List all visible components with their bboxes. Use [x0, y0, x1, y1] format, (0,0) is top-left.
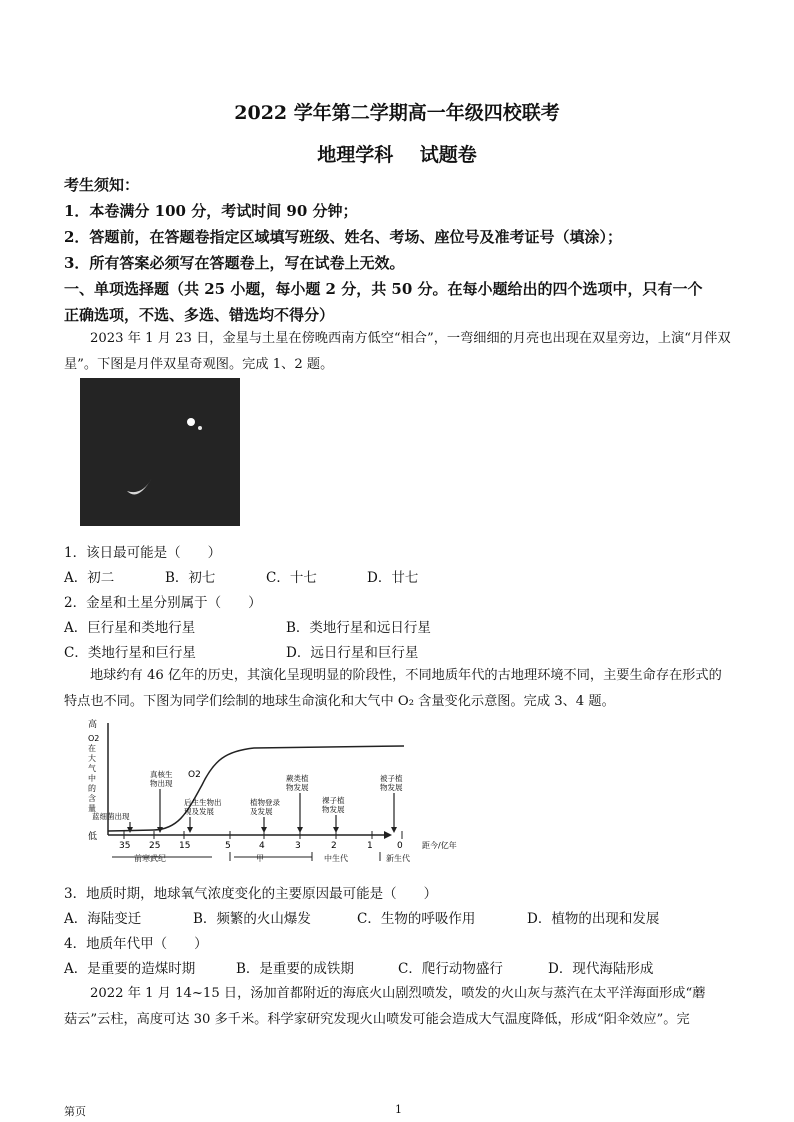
- q1-option-c: C．十七: [266, 570, 317, 586]
- y-label-char: 气: [88, 764, 96, 773]
- y-axis-label-group: [88, 734, 99, 813]
- q2-option-d: D．远日行星和巨行星: [286, 645, 419, 661]
- x-tick-label: 1: [367, 841, 373, 851]
- era-label: 前寒武纪: [134, 854, 166, 863]
- footer-page-number: 1: [395, 1103, 402, 1116]
- q4-option-a: A．是重要的造煤时期: [64, 961, 196, 977]
- venus-icon: [187, 418, 195, 426]
- y-label-char: 量: [88, 804, 96, 813]
- q3-option-c: C．生物的呼吸作用: [357, 911, 476, 927]
- x-tick-group: [119, 831, 403, 851]
- q2-option-a: A．巨行星和类地行星: [64, 620, 196, 636]
- event-label: 及发展: [250, 807, 273, 816]
- x-tick-label: 4: [259, 841, 265, 851]
- x-tick-label: 35: [119, 841, 131, 851]
- event-group: [92, 769, 403, 833]
- y-label-char: 的: [88, 784, 96, 793]
- event-marker: [150, 769, 173, 833]
- saturn-icon: [198, 426, 202, 430]
- y-label-char: O2: [88, 734, 100, 743]
- question-4-stem: 4．地质年代甲（ ）: [64, 936, 208, 952]
- q1-option-b: B．初七: [165, 570, 216, 586]
- notice-item-1: 1．本卷满分 100 分，考试时间 90 分钟；: [64, 202, 358, 220]
- section-heading-line-1: 一、单项选择题（共 25 小题，每小题 2 分，共 50 分。在每小题给出的四个选项中，只有一个: [64, 280, 703, 298]
- event-marker: [322, 795, 345, 833]
- y-label-low: 低: [88, 832, 98, 842]
- passage-2: 地球约有 46 亿年的历史，其演化呈现明显的阶段性，不同地质年代的古地理环境不同，主要生命存在形式的特点也不同。下图为同学们绘制的地球生命演化和大气中 O₂ 含量变化示意图。完成 3、4 题。: [64, 668, 722, 709]
- event-label: 物发展: [380, 783, 403, 792]
- question-3-stem: 3．地质时期，地球氧气浓度变化的主要原因最可能是（ ）: [64, 886, 438, 902]
- event-marker: [92, 811, 133, 833]
- event-label: 物发展: [322, 805, 345, 814]
- x-tick-label: 15: [179, 841, 191, 851]
- event-label: 真核生: [150, 770, 173, 779]
- o2-curve: [108, 746, 404, 831]
- q4-option-c: C．爬行动物盛行: [398, 961, 503, 977]
- o2-evolution-chart: [84, 715, 464, 869]
- y-label-char: 含: [88, 794, 96, 803]
- q3-option-a: A．海陆变迁: [64, 911, 142, 927]
- exam-subtitle: 地理学科 试题卷: [317, 144, 477, 166]
- footer-page-label: 第页: [64, 1105, 86, 1118]
- event-arrow-icon: [261, 827, 267, 833]
- x-tick-label: 3: [295, 841, 301, 851]
- y-label-high: 高: [88, 720, 98, 730]
- exam-title: 2022 学年第二学期高一年级四校联考: [234, 102, 560, 124]
- moon-venus-saturn-photo: [80, 378, 240, 526]
- event-arrow-icon: [297, 827, 303, 833]
- event-label: 被子植: [380, 774, 403, 783]
- event-label: 裸子植: [322, 796, 345, 805]
- event-label: 植物登录: [250, 798, 280, 807]
- event-marker: [250, 797, 280, 833]
- event-label: 物发展: [286, 783, 309, 792]
- q1-option-d: D．廿七: [367, 570, 419, 586]
- x-tick-label: 5: [225, 841, 231, 851]
- event-label: 物出现: [150, 779, 173, 788]
- x-axis-arrow-icon: [384, 831, 392, 839]
- q3-option-b: B．频繁的火山爆发: [193, 911, 311, 927]
- q2-option-b: B．类地行星和远日行星: [286, 620, 431, 636]
- era-group: [112, 852, 410, 863]
- o2-chart-svg: [84, 715, 464, 865]
- event-arrow-icon: [187, 827, 193, 833]
- night-sky-image: [80, 378, 240, 526]
- x-tick-label: 25: [149, 841, 161, 851]
- notice-item-2: 2．答题前，在答题卷指定区域填写班级、姓名、考场、座位号及准考证号（填涂）；: [64, 228, 622, 246]
- notice-item-3: 3．所有答案必须写在答题卷上，写在试卷上无效。: [64, 254, 405, 272]
- question-1-stem: 1．该日最可能是（ ）: [64, 545, 222, 561]
- section-heading-line-2: 正确选项，不选、多选、错选均不得分）: [64, 306, 335, 324]
- y-label-char: 中: [88, 774, 96, 783]
- x-axis-unit: 距今/亿年: [422, 841, 457, 850]
- y-label-char: 在: [88, 744, 96, 753]
- x-tick-label: 0: [397, 841, 403, 851]
- event-label: 蓝细菌出现: [92, 812, 130, 821]
- era-label: 中生代: [324, 854, 348, 863]
- q2-option-c: C．类地行星和巨行星: [64, 645, 196, 661]
- event-marker: [184, 797, 222, 833]
- event-label: 现及发展: [184, 807, 214, 816]
- o2-curve-label: O2: [188, 770, 201, 780]
- q4-option-d: D．现代海陆形成: [548, 961, 654, 977]
- question-2-stem: 2．金星和土星分别属于（ ）: [64, 595, 262, 611]
- event-marker: [380, 773, 403, 833]
- era-label: 甲: [256, 854, 264, 863]
- q3-option-d: D．植物的出现和发展: [527, 911, 660, 927]
- passage-3-line-1: 2022 年 1 月 14~15 日，汤加首都附近的海底火山剧烈喷发，喷发的火山灰与蒸汽在太平洋海面形成“蘑: [90, 986, 706, 1001]
- event-label: 后生生物出: [184, 798, 222, 807]
- event-marker: [286, 773, 309, 833]
- event-arrow-icon: [333, 827, 339, 833]
- passage-1: 2023 年 1 月 23 日，金星与土星在傍晚西南方低空“相合”，一弯细细的月亮也出现在双星旁边，上演“月伴双星”。下图是月伴双星奇观图。完成 1、2 题。: [64, 331, 731, 372]
- era-label: 新生代: [386, 854, 410, 863]
- q1-option-a: A．初二: [64, 570, 115, 586]
- event-arrow-icon: [391, 827, 397, 833]
- q4-option-b: B．是重要的成铁期: [236, 961, 354, 977]
- notice-heading: 考生须知：: [64, 176, 140, 194]
- x-tick-label: 2: [331, 841, 337, 851]
- event-label: 蕨类植: [286, 774, 309, 783]
- passage-3-line-2: 菇云”云柱，高度可达 30 多千米。科学家研究发现火山喷发可能会造成大气温度降低，形成“阳伞效应”。完: [64, 1012, 690, 1027]
- y-label-char: 大: [88, 754, 96, 763]
